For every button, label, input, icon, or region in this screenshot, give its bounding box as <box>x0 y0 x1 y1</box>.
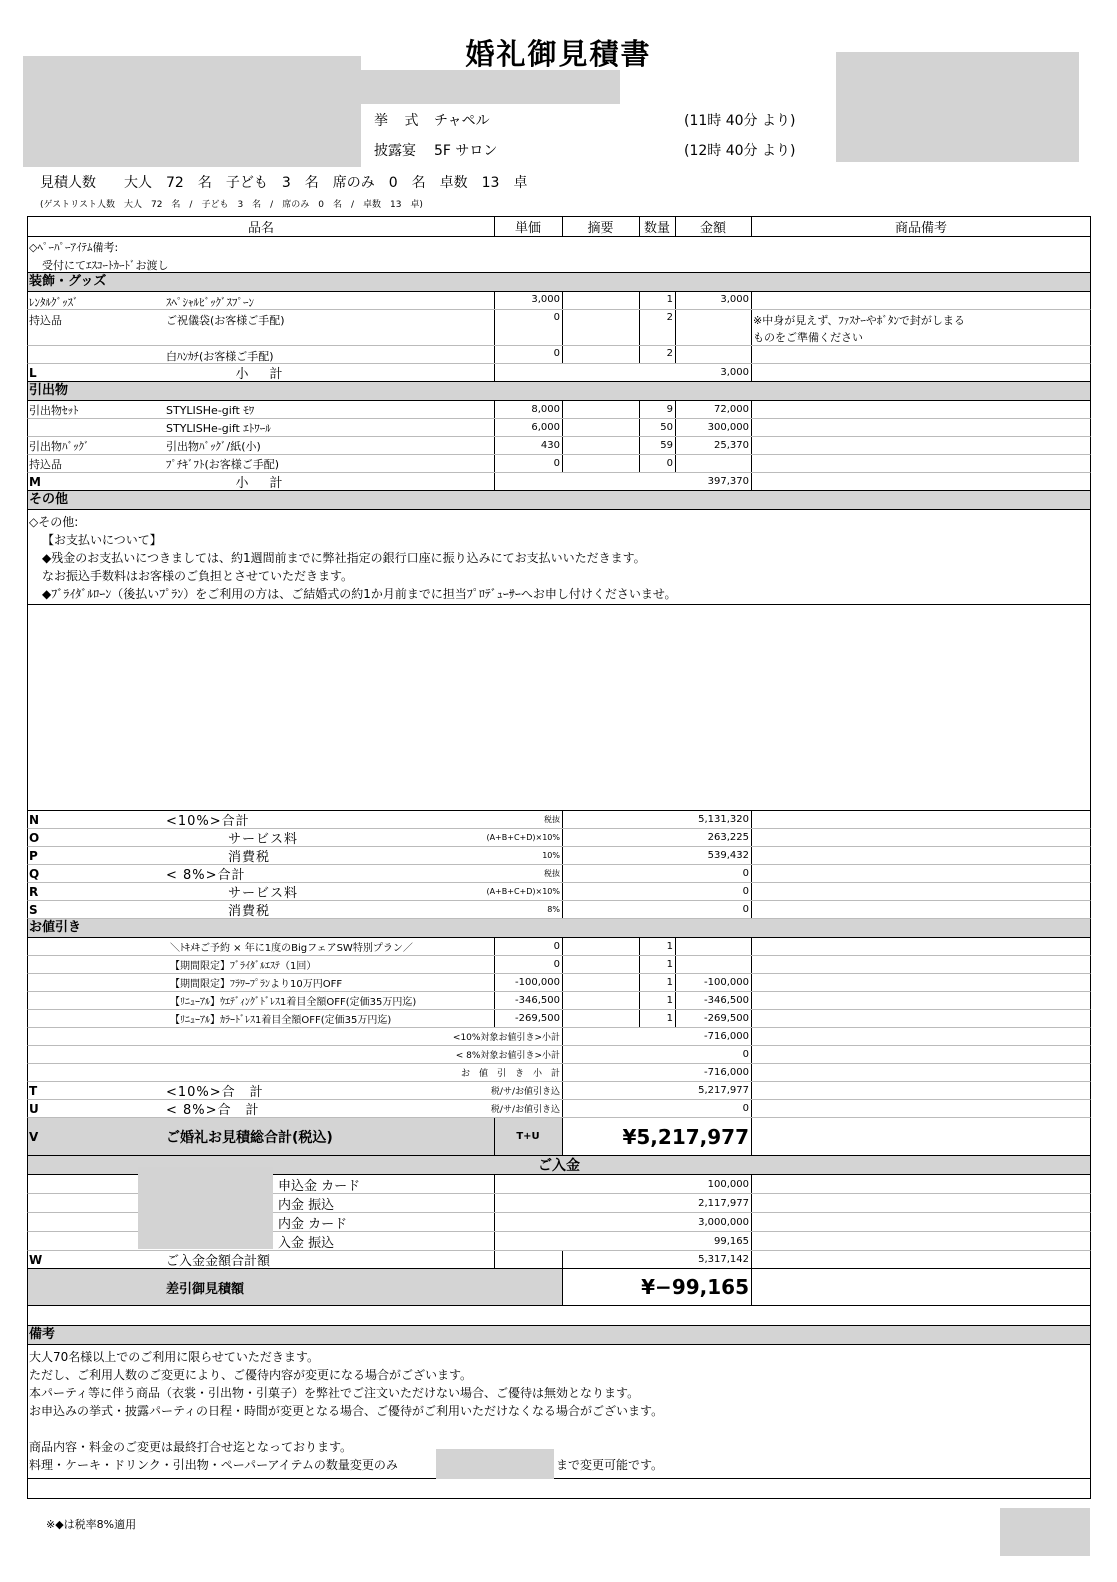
guestlist-line: (ゲストリスト人数 大人 72 名 / 子ども 3 名 / 席のみ 0 名 / 卓数 13 卓) <box>40 200 423 210</box>
discount-qty: 1 <box>666 1013 673 1024</box>
grand-total-amount: ¥5,217,977 <box>622 1124 749 1149</box>
decor-name: ご祝儀袋(お客様ご手配) <box>166 314 285 327</box>
gift-subtotal-label: 小 計 <box>235 476 287 490</box>
decor-qty: 2 <box>666 348 673 359</box>
discount-subtotal-row <box>27 1064 1091 1082</box>
tax-row <box>27 901 1091 919</box>
deposit-total-label: ご入金金額合計額 <box>166 1254 271 1268</box>
gift-category <box>29 419 159 436</box>
decor-category <box>29 346 159 363</box>
gift-amount: 300,000 <box>707 422 749 433</box>
col-unit-price: 単価 <box>514 221 541 236</box>
balance-amount: ¥−99,165 <box>641 1275 749 1299</box>
gift-qty: 0 <box>666 458 673 469</box>
section-notes: 備考 <box>27 1326 1091 1345</box>
discount-amount: -346,500 <box>704 995 749 1006</box>
tax-code: S <box>29 902 38 917</box>
total-code: U <box>29 1101 39 1116</box>
tax-note: 8% <box>547 905 560 914</box>
discount-price: 0 <box>553 941 560 952</box>
tax-label: サービス料 <box>228 886 299 900</box>
decor-amount: 3,000 <box>720 294 749 305</box>
gift-name: ﾌﾟﾁｷﾞﾌﾄ(お客様ご手配) <box>166 457 280 471</box>
gift-row <box>27 455 1091 473</box>
reception-venue: 5F サロン <box>434 143 498 159</box>
reception-label: 披露宴 <box>374 143 416 159</box>
decor-price: 3,000 <box>531 294 560 305</box>
deposit-total-amount: 5,317,142 <box>698 1254 749 1265</box>
discount-subtotal-amount: -716,000 <box>704 1067 749 1078</box>
discount-price: -269,500 <box>515 1013 560 1024</box>
discount-amount <box>675 938 751 955</box>
col-remarks: 商品備考 <box>894 221 947 236</box>
total-row <box>27 1082 1091 1100</box>
discount-price: 0 <box>553 959 560 970</box>
discount-name: 【期間限定】ﾌﾞﾗｲﾀﾞﾙｴｽﾃ（1回） <box>170 961 317 972</box>
gift-row <box>27 419 1091 437</box>
table-header-row <box>27 217 1091 237</box>
tax-amount: 0 <box>742 868 749 879</box>
deposit-amount: 100,000 <box>707 1178 749 1190</box>
discount-subtotal-label: お 値 引 き 小 計 <box>460 1069 560 1079</box>
grand-total-formula: T+U <box>516 1131 540 1142</box>
gift-qty: 9 <box>666 404 673 415</box>
redacted-block-footer <box>1000 1508 1090 1556</box>
tax-label: 消費税 <box>228 850 271 864</box>
section-other: その他 <box>27 491 1091 510</box>
decor-amount <box>675 346 751 363</box>
balance-row <box>27 1269 1091 1306</box>
decor-remark <box>753 346 1088 364</box>
tax-row <box>27 883 1091 901</box>
decor-remark: ※中身が見えず、ﾌｧｽﾅｰやﾎﾞﾀﾝで封がしまる <box>753 314 965 327</box>
other-note-line: 【お支払いについて】 <box>42 533 162 547</box>
decor-row <box>27 292 1091 310</box>
gift-name: STYLISHe-gift ﾓﾜ <box>166 403 255 417</box>
ceremony-venue: チャペル <box>434 113 490 129</box>
other-note-line: なお振込手数料はお客様のご負担とさせていただきます。 <box>42 569 354 583</box>
tax-row <box>27 811 1091 829</box>
deposit-label: 内金 振込 <box>278 1197 335 1212</box>
discount-subtotal-label: < 8%対象お値引き>小計 <box>455 1051 560 1061</box>
discount-row <box>27 992 1091 1010</box>
deposit-amount: 99,165 <box>714 1235 749 1247</box>
decor-remark <box>753 292 1088 310</box>
discount-price: -100,000 <box>515 977 560 988</box>
decor-price: 0 <box>553 312 560 323</box>
gift-name: STYLISHe-gift ｴﾄﾜｰﾙ <box>166 421 271 435</box>
tax-label: サービス料 <box>228 832 299 846</box>
decor-qty: 1 <box>666 294 673 305</box>
remark-tail: まで変更可能です。 <box>556 1458 664 1472</box>
gift-amount <box>675 455 751 472</box>
decor-category: ﾚﾝﾀﾙｸﾞｯｽﾞ <box>29 296 79 309</box>
tax-label: <10%>合計 <box>166 814 250 828</box>
discount-amount <box>675 956 751 973</box>
paper-item-note <box>27 237 1091 273</box>
tax-note: (A+B+C+D)×10% <box>486 887 560 896</box>
gift-row <box>27 437 1091 455</box>
gift-category: 持込品 <box>29 457 62 471</box>
remark-line: 大人70名様以上でのご利用に限らせていただきます。 <box>29 1350 319 1364</box>
tax-amount: 539,432 <box>707 850 749 861</box>
gift-category: 引出物ﾊﾞｯｸﾞ <box>29 439 90 453</box>
decor-qty: 2 <box>666 312 673 323</box>
discount-row <box>27 1010 1091 1028</box>
tax-code: O <box>29 830 40 845</box>
section-decor: 装飾・グッズ <box>27 273 1091 292</box>
gift-row <box>27 401 1091 419</box>
reception-time: (12時 40分 より) <box>684 143 796 159</box>
decor-name: 白ﾊﾝｶﾁ(お客様ご手配) <box>166 350 274 363</box>
discount-qty: 1 <box>666 977 673 988</box>
gift-price: 430 <box>540 440 560 451</box>
total-label: <10%>合 計 <box>166 1085 264 1099</box>
decor-subtotal-amount: 3,000 <box>720 367 749 378</box>
notes-spacer <box>27 1479 1091 1499</box>
total-row <box>27 1100 1091 1118</box>
total-note: 税/サ/お値引き込 <box>490 1087 560 1097</box>
gift-qty: 50 <box>660 422 673 433</box>
discount-amount: -100,000 <box>704 977 749 988</box>
gift-category: 引出物ｾｯﾄ <box>29 403 79 417</box>
discount-amount: -269,500 <box>704 1013 749 1024</box>
paper-note-label: ◇ﾍﾟｰﾊﾟｰｱｲﾃﾑ備考: <box>29 241 119 254</box>
section-deposit-label: ご入金 <box>538 1158 580 1174</box>
tax-note: 税抜 <box>544 815 560 824</box>
tax-code: N <box>29 812 40 827</box>
section-discount: お値引き <box>27 919 1091 938</box>
estimate-table <box>27 216 1091 1499</box>
discount-subtotal-amount: 0 <box>742 1049 749 1060</box>
remark-line: お申込みの挙式・披露パーティの日程・時間が変更となる場合、ご優待がご利用いただけなくなる場合がございます。 <box>29 1404 664 1418</box>
decor-subtotal <box>27 364 1091 382</box>
decor-price: 0 <box>553 348 560 359</box>
gift-amount: 72,000 <box>714 404 749 415</box>
tax-amount: 0 <box>742 886 749 897</box>
discount-name: 【期間限定】ﾌﾗﾜｰﾌﾟﾗﾝより10万円OFF <box>170 979 343 990</box>
total-amount: 5,217,977 <box>698 1085 749 1096</box>
tax-row <box>27 847 1091 865</box>
discount-qty: 1 <box>666 959 673 970</box>
gift-subtotal-code: M <box>29 474 41 489</box>
decor-row <box>27 346 1091 364</box>
tax-note: 10% <box>542 851 560 860</box>
gift-price: 6,000 <box>531 422 560 433</box>
tax-amount: 5,131,320 <box>698 814 749 825</box>
discount-subtotal-amount: -716,000 <box>704 1031 749 1042</box>
tax-amount: 0 <box>742 904 749 915</box>
remark-line: 料理・ケーキ・ドリンク・引出物・ペーパーアイテムの数量変更のみ <box>29 1458 398 1472</box>
discount-qty: 1 <box>666 995 673 1006</box>
gift-price: 8,000 <box>531 404 560 415</box>
section-gifts: 引出物 <box>27 382 1091 401</box>
discount-subtotal-row <box>27 1028 1091 1046</box>
discount-qty: 1 <box>666 941 673 952</box>
col-item: 品名 <box>247 221 274 236</box>
decor-subtotal-label: 小 計 <box>235 367 287 381</box>
deposit-amount: 3,000,000 <box>698 1216 749 1228</box>
deposit-total-code: W <box>29 1252 43 1267</box>
deposit-amount: 2,117,977 <box>698 1197 749 1209</box>
balance-label: 差引御見積額 <box>166 1281 245 1297</box>
tax-row <box>27 865 1091 883</box>
other-note-line: ◆残金のお支払いにつきましては、約1週間前までに弊社指定の銀行口座に振り込みにてお支払いいただきます。 <box>42 551 646 565</box>
redacted-block-deadline <box>436 1449 554 1479</box>
gift-subtotal <box>27 473 1091 491</box>
total-code: T <box>29 1083 38 1098</box>
col-summary: 摘要 <box>587 221 614 236</box>
notes-body <box>27 1345 1091 1479</box>
decor-name: ｽﾍﾟｼｬﾙﾋﾞｯｸﾞｽﾌﾟｰﾝ <box>166 296 254 309</box>
discount-row <box>27 956 1091 974</box>
footer-note: ※◆は税率8%適用 <box>46 1518 137 1531</box>
deposit-total-row <box>27 1251 1091 1269</box>
discount-subtotal-label: <10%対象お値引き>小計 <box>452 1033 560 1043</box>
decor-category: 持込品 <box>29 314 62 327</box>
total-amount: 0 <box>742 1103 749 1114</box>
tax-row <box>27 829 1091 847</box>
remark-line: 本パーティ等に伴う商品（衣裳・引出物・引菓子）を弊社でご注文いただけない場合、ご優待は無効となります。 <box>29 1386 640 1400</box>
gift-qty: 59 <box>660 440 673 451</box>
other-note-line: ◇その他: <box>29 515 79 529</box>
spacer-row <box>27 1306 1091 1326</box>
tax-label: 消費税 <box>228 904 271 918</box>
redacted-block-payer <box>138 1167 273 1249</box>
grand-total-label: ご婚礼お見積総合計(税込) <box>166 1129 333 1146</box>
remark-line: ただし、ご利用人数のご変更により、ご優待内容が変更になる場合がございます。 <box>29 1368 473 1382</box>
tax-note: 税抜 <box>544 869 560 878</box>
decor-row <box>27 310 1091 346</box>
grand-total-code: V <box>29 1129 39 1144</box>
decor-subtotal-code: L <box>29 365 37 380</box>
tax-amount: 263,225 <box>707 832 749 843</box>
grand-total-row <box>27 1118 1091 1156</box>
gift-amount: 25,370 <box>714 440 749 451</box>
tax-code: P <box>29 848 38 863</box>
deposit-label: 入金 振込 <box>278 1235 335 1250</box>
deposit-label: 内金 カード <box>278 1216 348 1231</box>
discount-row <box>27 974 1091 992</box>
ceremony-label: 挙 式 <box>374 113 425 129</box>
tax-label: < 8%>合計 <box>166 868 246 882</box>
col-qty: 数量 <box>643 221 670 236</box>
blank-area <box>27 605 1091 811</box>
total-label: < 8%>合 計 <box>166 1103 260 1117</box>
gift-name: 引出物ﾊﾞｯｸﾞ/紙(小) <box>166 439 261 453</box>
other-note-line: ◆ﾌﾞﾗｲﾀﾞﾙﾛｰﾝ（後払いﾌﾟﾗﾝ）をご利用の方は、ご結婚式の約1か月前までに担当ﾌﾟﾛﾃﾞｭｰｻｰへお申し付けくださいませ。 <box>42 587 677 601</box>
col-amount: 金額 <box>699 221 726 236</box>
discount-price: -346,500 <box>515 995 560 1006</box>
tax-code: R <box>29 884 39 899</box>
tax-code: Q <box>29 866 40 881</box>
remark-line: 商品内容・料金のご変更は最終打合せ迄となっております。 <box>29 1440 353 1454</box>
paper-note-text: 受付にてｴｽｺｰﾄｶｰﾄﾞお渡し <box>42 259 169 272</box>
discount-name: 【ﾘﾆｭｰｱﾙ】ｳｴﾃﾞｨﾝｸﾞﾄﾞﾚｽ1着目全額OFF(定価35万円迄) <box>170 997 417 1008</box>
decor-remark-2: ものをご準備ください <box>753 331 863 344</box>
other-notes <box>27 510 1091 605</box>
discount-row <box>27 938 1091 956</box>
redacted-block-customer-2 <box>361 70 620 104</box>
document-title: 婚礼御見積書 <box>465 37 652 71</box>
decor-amount <box>675 310 751 345</box>
gift-subtotal-amount: 397,370 <box>707 476 749 487</box>
deposit-label: 申込金 カード <box>278 1178 361 1193</box>
discount-name: ＼ﾄｷﾒｷご予約 × 年に1度のBigフェアSW特別プラン／ <box>170 943 413 954</box>
headcount-line: 見積人数 大人 72 名 子ども 3 名 席のみ 0 名 卓数 13 卓 <box>40 175 528 191</box>
tax-note: (A+B+C+D)×10% <box>486 833 560 842</box>
ceremony-time: (11時 40分 より) <box>684 113 796 129</box>
discount-name: 【ﾘﾆｭｰｱﾙ】ｶﾗｰﾄﾞﾚｽ1着目全額OFF(定価35万円迄) <box>170 1015 392 1026</box>
gift-price: 0 <box>553 458 560 469</box>
discount-subtotal-row <box>27 1046 1091 1064</box>
total-note: 税/サ/お値引き込 <box>490 1105 560 1115</box>
